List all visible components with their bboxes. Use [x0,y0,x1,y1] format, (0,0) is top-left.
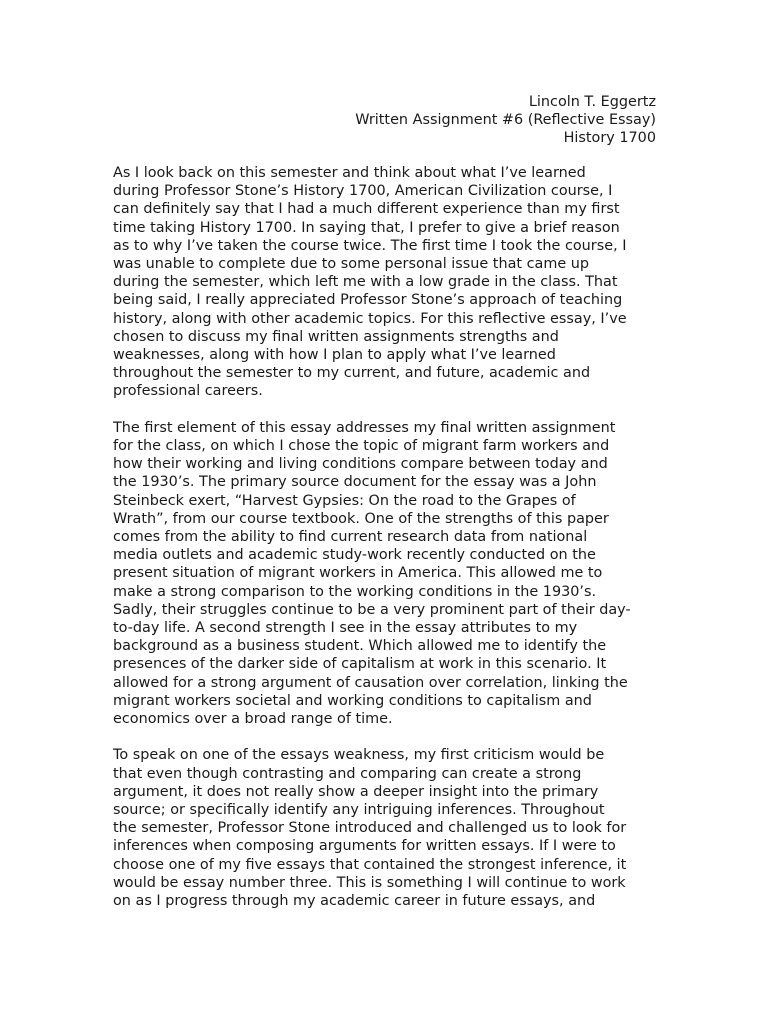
paragraph-line: weaknesses, along with how I plan to apply what I’ve learned [113,347,556,364]
paragraph-line: how their working and living conditions compare between today and [113,456,608,473]
paragraph-line: migrant workers societal and working conditions to capitalism and [113,692,592,709]
paragraph-line: background as a business student. Which allowed me to identify the [113,638,607,655]
essay-paragraph [113,419,658,728]
paragraph-line: that even though contrasting and comparing can create a strong [113,765,582,782]
paragraph-line: for the class, on which I chose the topic of migrant farm workers and [113,438,610,455]
paragraph-line: on as I progress through my academic career in future essays, and [113,893,596,910]
paragraph-line: argument, it does not really show a deeper insight into the primary [113,783,599,800]
author-name: Lincoln T. Eggertz [528,94,656,110]
paragraph-line: time taking History 1700. In saying that, I prefer to give a brief reason [113,219,620,236]
paragraph-line: allowed for a strong argument of causation over correlation, linking the [113,674,628,691]
paragraph-line: as to why I’ve taken the course twice. The first time I took the course, I [113,237,627,254]
paragraph-line: can definitely say that I had a much different experience than my first [113,201,620,218]
paragraph-line: chosen to discuss my final written assignments strengths and [113,328,559,345]
paragraph-line: comes from the ability to find current research data from national [113,529,588,546]
paragraph-line: being said, I really appreciated Professor Stone’s approach of teaching [113,292,623,309]
paragraph-line: during the semester, which left me with a low grade in the class. That [113,274,618,291]
paragraph-line: make a strong comparison to the working conditions in the 1930’s. [113,583,597,600]
paragraph-line: the 1930’s. The primary source document for the essay was a John [113,474,597,491]
paragraph-line: presences of the darker side of capitalism at work in this scenario. It [113,656,607,673]
paragraph-line: As I look back on this semester and think about what I’ve learned [113,165,586,181]
paragraph-line: Wrath”, from our course textbook. One of the strengths of this paper [113,510,609,527]
paragraph-line: economics over a broad range of time. [113,711,393,728]
paragraph-line: would be essay number three. This is something I will continue to work [113,874,626,891]
paragraph-line: choose one of my five essays that contained the strongest inference, it [113,856,627,873]
paragraph-line: Steinbeck exert, “Harvest Gypsies: On the road to the Grapes of [113,492,576,509]
paragraph-line: source; or specifically identify any intriguing inferences. Throughout [113,802,605,819]
paragraph-line: history, along with other academic topics. For this reflective essay, I’ve [113,310,627,327]
paragraph-line: To speak on one of the essays weakness, my first criticism would be [113,747,605,764]
course-name: History 1700 [563,130,656,147]
paragraph-line: Sadly, their struggles continue to be a very prominent part of their day- [113,601,631,618]
paragraph-line: present situation of migrant workers in America. This allowed me to [113,565,603,582]
essay-paragraph [113,164,658,401]
essay-body [113,164,658,928]
paragraph-line: The first element of this essay addresses my final written assignment [113,419,616,436]
paragraph-line: throughout the semester to my current, and future, academic and [113,365,591,382]
paragraph-line: media outlets and academic study-work recently conducted on the [113,547,596,564]
assignment-title: Written Assignment #6 (Reflective Essay) [355,112,656,129]
essay-header [355,93,656,148]
paragraph-line: inferences when composing arguments for written essays. If I were to [113,838,616,855]
paragraph-line: during Professor Stone’s History 1700, American Civilization course, I [113,183,613,200]
paragraph-line: to-day life. A second strength I see in the essay attributes to my [113,620,578,637]
paragraph-line: was unable to complete due to some personal issue that came up [113,256,590,273]
paragraph-line: professional careers. [113,383,263,400]
paragraph-line: the semester, Professor Stone introduced and challenged us to look for [113,820,627,837]
essay-paragraph [113,746,658,910]
